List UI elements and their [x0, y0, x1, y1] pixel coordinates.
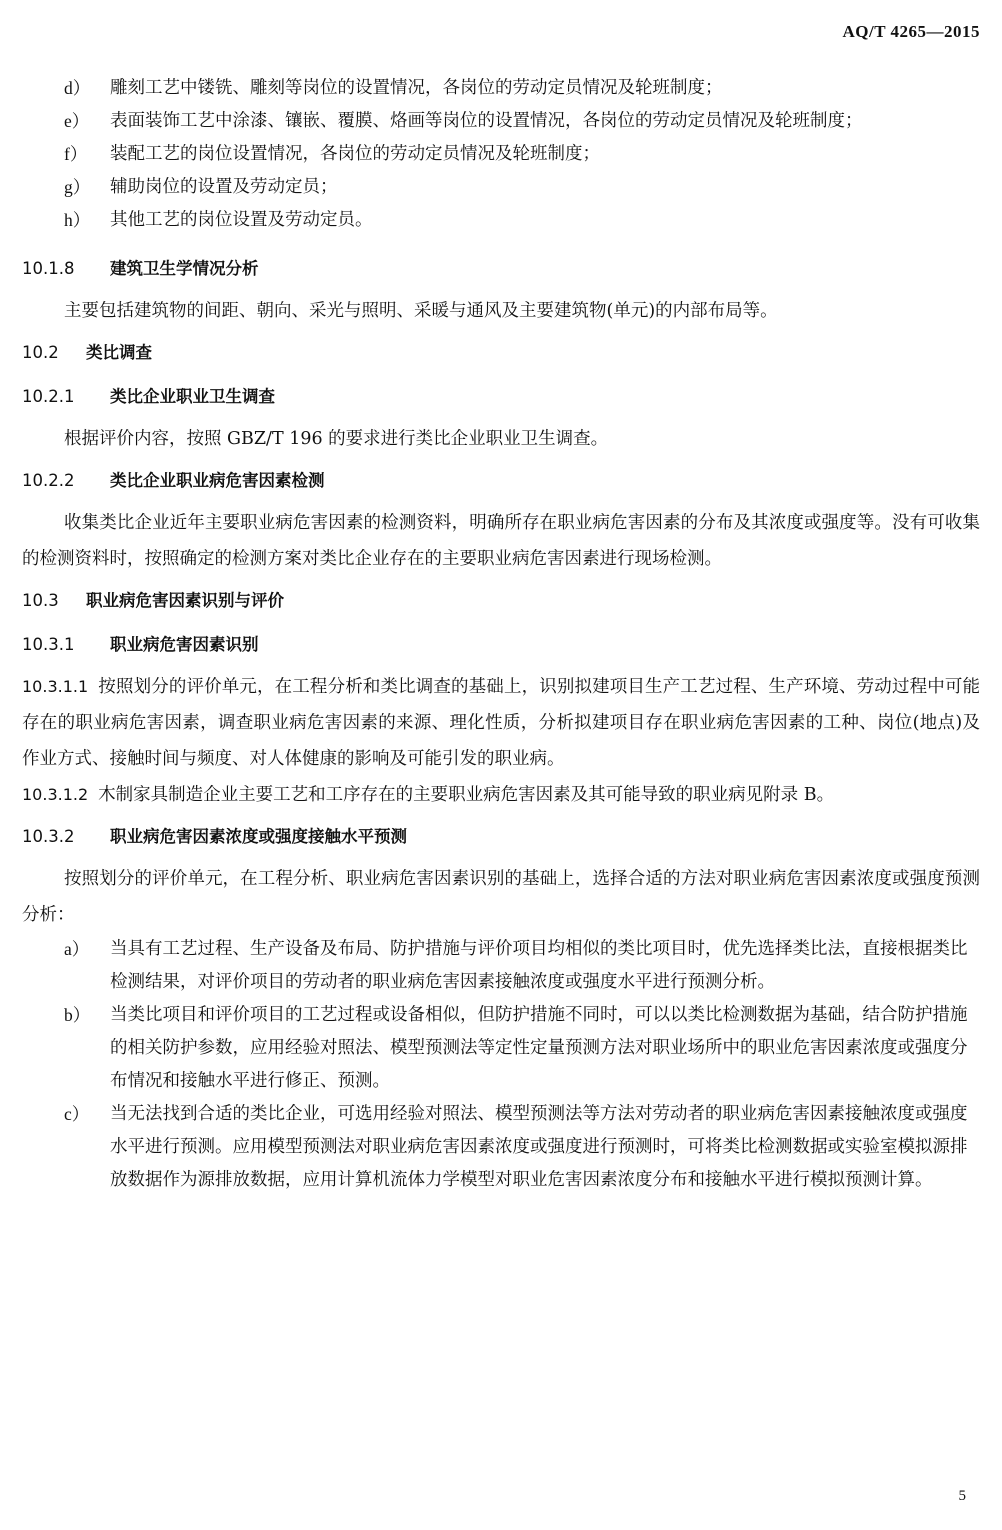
clause-10-3-1-1	[22, 669, 980, 777]
section-heading-10-2	[22, 341, 980, 365]
list-text: 其他工艺的岗位设置及劳动定员。	[110, 210, 373, 230]
section-heading-10-3	[22, 589, 980, 613]
section-title: 类比企业职业卫生调查	[110, 387, 275, 406]
list-item-h	[22, 204, 980, 237]
list-text: 辅助岗位的设置及劳动定员；	[110, 177, 338, 197]
list-label: h）	[64, 210, 91, 230]
list-label: f）	[64, 144, 88, 164]
section-title: 类比调查	[86, 343, 152, 362]
section-heading-10-3-2	[22, 825, 980, 849]
clause-text: 木制家具制造企业主要工艺和工序存在的主要职业病危害因素及其可能导致的职业病见附录 B。	[98, 785, 835, 805]
section-number: 10.1.8	[22, 259, 75, 278]
section-title: 职业病危害因素浓度或强度接触水平预测	[110, 827, 407, 846]
paragraph: 收集类比企业近年主要职业病危害因素的检测资料，明确所存在职业病危害因素的分布及其浓度或强度等。没有可收集的检测资料时，按照确定的检测方案对类比企业存在的主要职业病危害因素进行现场检测。	[22, 513, 980, 569]
section-number: 10.2.1	[22, 387, 75, 406]
section-heading-10-2-1	[22, 385, 980, 409]
list-item-g	[22, 171, 980, 204]
paragraph: 按照划分的评价单元，在工程分析、职业病危害因素识别的基础上，选择合适的方法对职业病危害因素浓度或强度预测分析：	[22, 869, 980, 925]
section-title: 职业病危害因素识别与评价	[86, 591, 284, 610]
list-text: 当具有工艺过程、生产设备及布局、防护措施与评价项目均相似的类比项目时，优先选择类比法，直接根据类比检测结果，对评价项目的劳动者的职业病危害因素接触浓度或强度水平进行预测分析。	[110, 939, 968, 992]
clause-text: 按照划分的评价单元，在工程分析和类比调查的基础上，识别拟建项目生产工艺过程、生产环境、劳动过程中可能存在的职业病危害因素，调查职业病危害因素的来源、理化性质，分析拟建项目存在职业病危害因素的工种、岗位(地点)及作业方式、接触时间与频度、对人体健康的影响及可能引发的职业病。	[22, 677, 980, 769]
section-title: 建筑卫生学情况分析	[110, 259, 259, 278]
standard-code: AQ/T 4265—2015	[842, 22, 980, 41]
list-text: 雕刻工艺中镂铣、雕刻等岗位的设置情况，各岗位的劳动定员情况及轮班制度；	[110, 78, 723, 98]
paragraph: 根据评价内容，按照 GBZ/T 196 的要求进行类比企业职业卫生调查。	[64, 429, 609, 449]
list-text: 装配工艺的岗位设置情况，各岗位的劳动定员情况及轮班制度；	[110, 144, 600, 164]
section-number: 10.2.2	[22, 471, 75, 490]
list-label: g）	[64, 177, 91, 197]
document-body	[22, 72, 980, 1197]
section-heading-10-2-2	[22, 469, 980, 493]
paragraph: 主要包括建筑物的间距、朝向、采光与照明、采暖与通风及主要建筑物(单元)的内部布局等。	[64, 301, 778, 321]
clause-number: 10.3.1.2	[22, 785, 89, 804]
section-number: 10.2	[22, 343, 59, 362]
list-label: e）	[64, 111, 90, 131]
list-item-b	[22, 999, 980, 1098]
list-label: a）	[64, 939, 90, 959]
section-title: 职业病危害因素识别	[110, 635, 259, 654]
list-label: d）	[64, 78, 91, 98]
list-item-f	[22, 138, 980, 171]
section-number: 10.3.1	[22, 635, 75, 654]
section-title: 类比企业职业病危害因素检测	[110, 471, 325, 490]
list-text: 当类比项目和评价项目的工艺过程或设备相似，但防护措施不同时，可以以类比检测数据为基础，结合防护措施的相关防护参数，应用经验对照法、模型预测法等定性定量预测方法对职业场所中的职业危害因素浓度或强度分布情况和接触水平进行修正、预测。	[110, 1005, 968, 1091]
list-item-d	[22, 72, 980, 105]
section-number: 10.3.2	[22, 827, 75, 846]
list-label: c）	[64, 1104, 90, 1124]
list-text: 表面装饰工艺中涂漆、镶嵌、覆膜、烙画等岗位的设置情况，各岗位的劳动定员情况及轮班制度；	[110, 111, 863, 131]
list-label: b）	[64, 1005, 91, 1025]
list-item-a	[22, 933, 980, 999]
list-text: 当无法找到合适的类比企业，可选用经验对照法、模型预测法等方法对劳动者的职业病危害因素接触浓度或强度水平进行预测。应用模型预测法对职业病危害因素浓度或强度进行预测时，可将类比检测数据或实验室模拟源排放数据作为源排放数据，应用计算机流体力学模型对职业危害因素浓度分布和接触水平进行模拟预测计算。	[110, 1104, 968, 1190]
page-number: 5	[958, 1488, 966, 1504]
list-item-e	[22, 105, 980, 138]
section-heading-10-3-1	[22, 633, 980, 657]
list-item-c	[22, 1098, 980, 1197]
section-heading-10-1-8	[22, 257, 980, 281]
clause-number: 10.3.1.1	[22, 677, 89, 696]
section-number: 10.3	[22, 591, 59, 610]
clause-10-3-1-2	[22, 777, 980, 813]
